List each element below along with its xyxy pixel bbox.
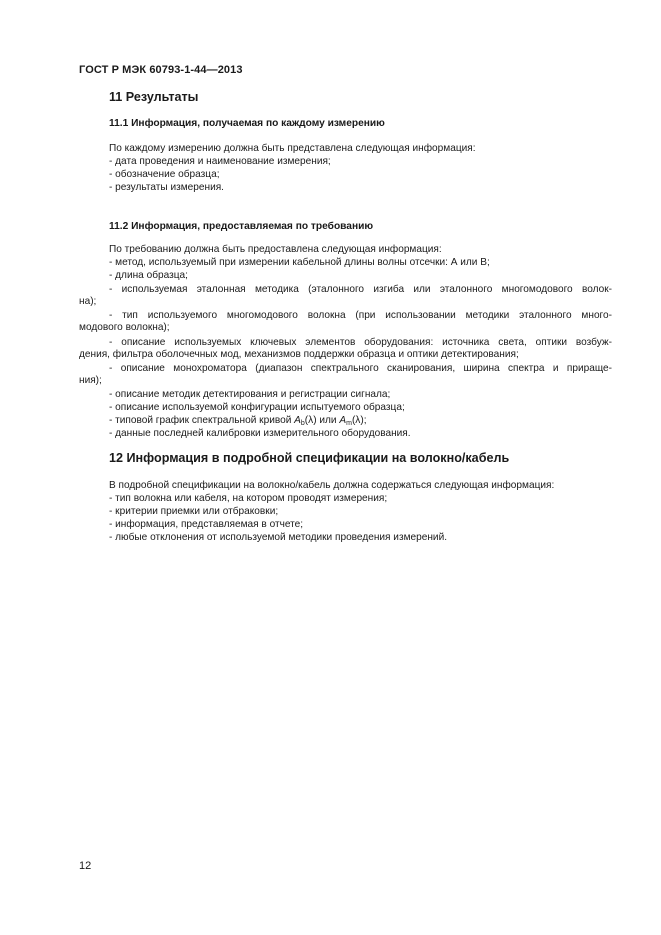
section-11-1-intro: По каждому измерению должна быть представлена следующая информация: [109,143,476,154]
list-item: - любые отклонения от используемой методики проведения измерений. [109,532,448,543]
list-item: - описание используемой конфигурации испытуемого образца; [109,402,405,413]
list-item: - описание используемых ключевых элементов оборудования: источника света, оптики возбуж- [109,337,612,348]
list-item: - критерии приемки или отбраковки; [109,506,279,517]
graph-or: или [316,415,340,426]
page-number: 12 [79,860,92,872]
list-item: - дата проведения и наименование измерения; [109,156,331,167]
graph-symbol-a: A [294,415,301,426]
list-item: - информация, представляемая в отчете; [109,519,304,530]
list-item: - метод, используемый при измерении кабельной длины волны отсечки: А или В; [109,257,490,268]
graph-prefix: - типовой график спектральной кривой [109,415,295,426]
list-item-continuation: ния); [79,375,102,386]
list-item: - описание монохроматора (диапазон спектрального сканирования, ширина спектра и прираще- [109,363,612,374]
document-header: ГОСТ Р МЭК 60793-1-44—2013 [79,64,243,76]
list-item: - обозначение образца; [109,169,220,180]
graph-suffix: ; [363,415,367,426]
graph-symbol-a: A [339,415,347,426]
list-item-continuation: на); [79,296,97,307]
graph-lambda-1: (λ) [304,415,317,426]
list-item: - результаты измерения. [109,182,224,193]
list-item-continuation: модового волокна); [79,322,170,333]
list-item: - тип волокна или кабеля, на котором проводят измерения; [109,493,388,504]
section-11-2-title: 11.2 Информация, предоставляемая по требованию [109,221,374,232]
section-11-1-title: 11.1 Информация, получаемая по каждому измерению [109,118,385,129]
list-item: - используемая эталонная методика (эталонного изгиба или эталонного многомодового волок- [109,284,612,295]
section-12-title: 12 Информация в подробной спецификации на волокно/кабель [109,451,510,465]
list-item: - тип используемого многомодового волокна (при использовании методики эталонного много- [109,310,612,321]
list-item: - данные последней калибровки измерительного оборудования. [109,428,411,439]
section-11-2-intro: По требованию должна быть предоставлена следующая информация: [109,244,442,255]
graph-sub-m: m [346,420,352,427]
list-item-continuation: дения, фильтра оболочечных мод, механизмов поддержки образца и оптики детектирования; [79,349,519,360]
section-12-intro: В подробной спецификации на волокно/кабель должна содержаться следующая информация: [109,480,555,491]
list-item: - длина образца; [109,270,188,281]
list-item: - описание методик детектирования и регистрации сигнала; [109,389,391,400]
graph-lambda-2: (λ) [351,415,364,426]
section-11-title: 11 Результаты [109,90,199,104]
graph-sub-b: b [300,420,305,427]
